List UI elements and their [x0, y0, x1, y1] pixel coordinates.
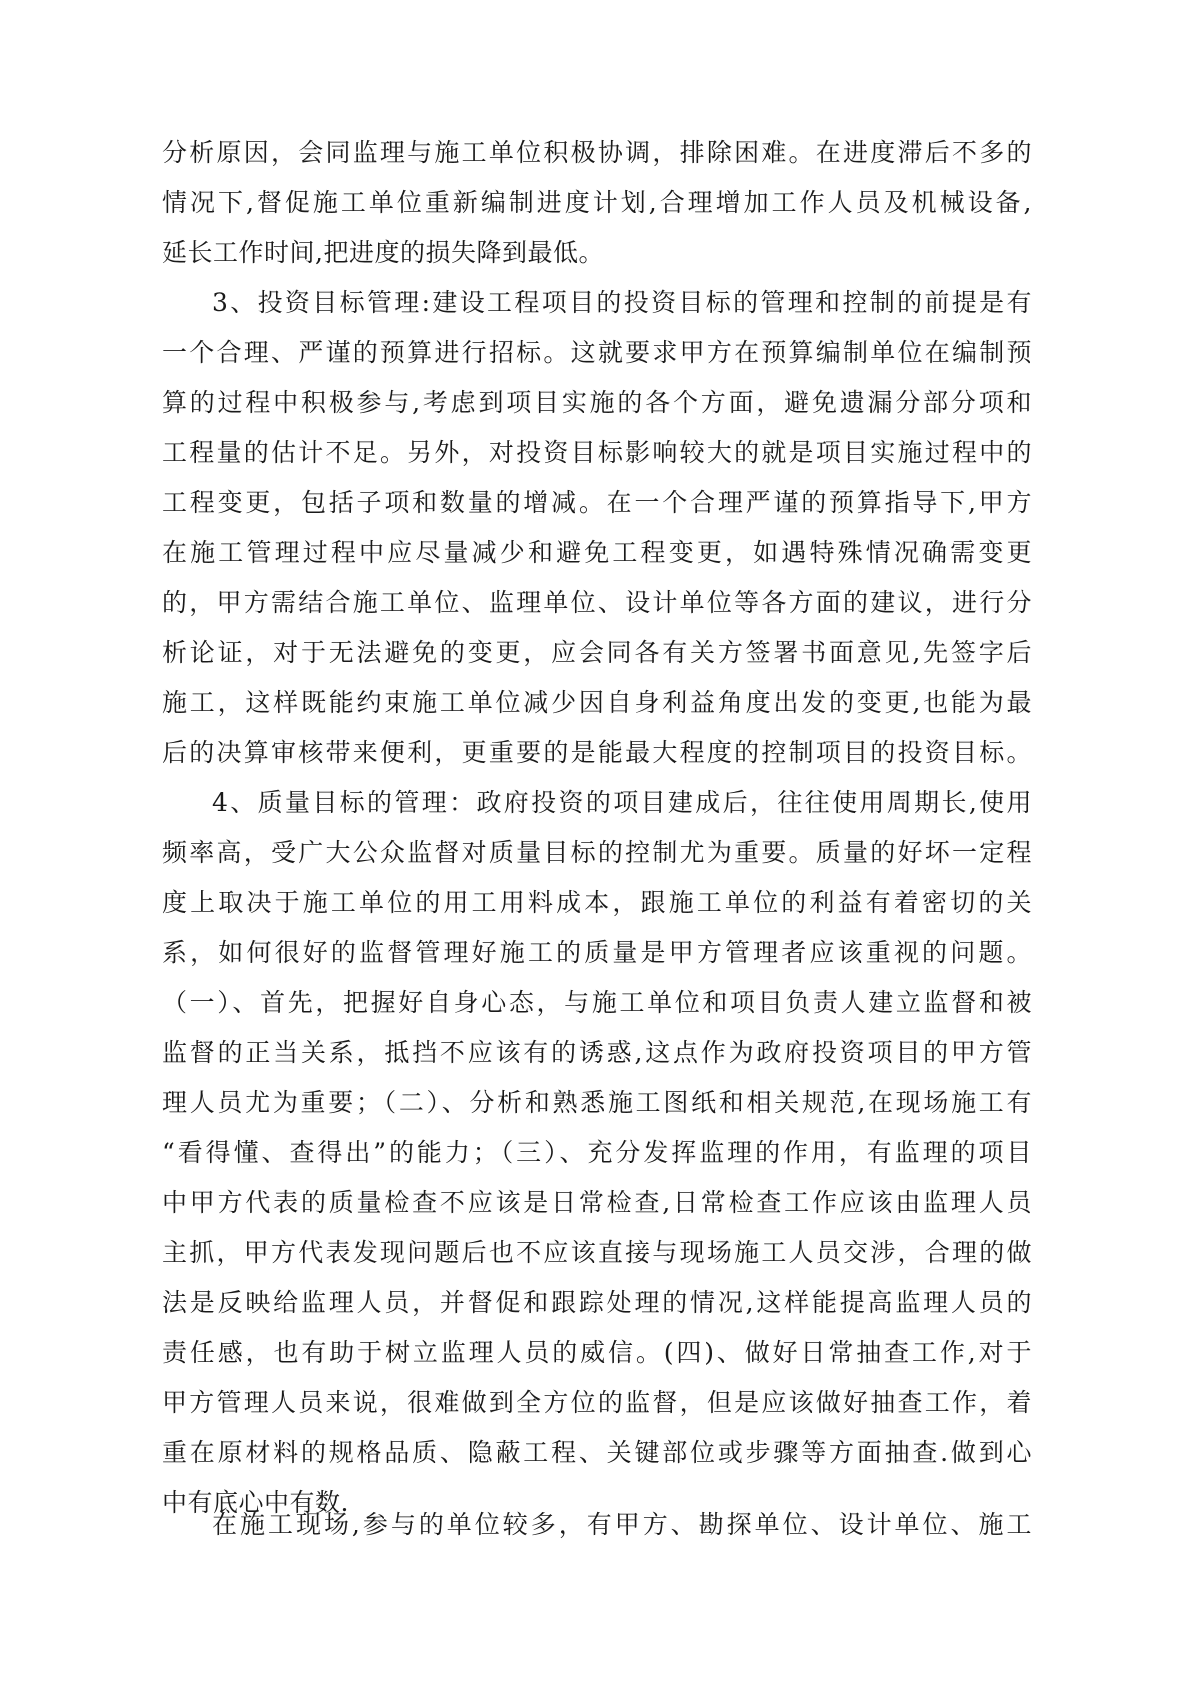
text-line: （一）、首先，把握好自身心态，与施工单位和项目负责人建立监督和被 [162, 988, 1032, 1017]
text-line: 在施工管理过程中应尽量减少和避免工程变更，如遇特殊情况确需变更 [162, 538, 1032, 567]
text-line: 情况下,督促施工单位重新编制进度计划,合理增加工作人员及机械设备, [162, 188, 1032, 217]
paragraph-progress-continuation [162, 128, 1032, 278]
text-line: 频率高，受广大公众监督对质量目标的控制尤为重要。质量的好坏一定程 [162, 838, 1032, 867]
text-line: 3、投资目标管理:建设工程项目的投资目标的管理和控制的前提是有 [212, 288, 1032, 317]
text-line: 在施工现场,参与的单位较多，有甲方、勘探单位、设计单位、施工 [212, 1510, 1032, 1539]
text-line: 工程量的估计不足。另外，对投资目标影响较大的就是项目实施过程中的 [162, 438, 1032, 467]
text-line: 的，甲方需结合施工单位、监理单位、设计单位等各方面的建议，进行分 [162, 588, 1032, 617]
text-line: 算的过程中积极参与,考虑到项目实施的各个方面，避免遗漏分部分项和 [162, 388, 1032, 417]
text-line: 主抓，甲方代表发现问题后也不应该直接与现场施工人员交涉，合理的做 [162, 1238, 1032, 1267]
text-line: 理人员尤为重要；（二）、分析和熟悉施工图纸和相关规范,在现场施工有 [162, 1088, 1032, 1117]
paragraph-investment-management [162, 278, 1032, 778]
text-line: 一个合理、严谨的预算进行招标。这就要求甲方在预算编制单位在编制预 [162, 338, 1032, 367]
text-line: “看得懂、查得出”的能力；（三）、充分发挥监理的作用，有监理的项目 [162, 1138, 1032, 1167]
text-line: 析论证，对于无法避免的变更，应会同各有关方签署书面意见,先签字后 [162, 638, 1032, 667]
text-line: 法是反映给监理人员，并督促和跟踪处理的情况,这样能提高监理人员的 [162, 1288, 1032, 1317]
paragraph-quality-management [162, 778, 1032, 1528]
text-line: 监督的正当关系，抵挡不应该有的诱惑,这点作为政府投资项目的甲方管 [162, 1038, 1032, 1067]
text-line: 系，如何很好的监督管理好施工的质量是甲方管理者应该重视的问题。 [162, 938, 1032, 967]
text-line: 工程变更，包括子项和数量的增减。在一个合理严谨的预算指导下,甲方 [162, 488, 1032, 517]
text-line: 甲方管理人员来说，很难做到全方位的监督，但是应该做好抽查工作，着 [162, 1388, 1032, 1417]
text-line: 分析原因，会同监理与施工单位积极协调，排除困难。在进度滞后不多的 [162, 138, 1032, 167]
text-line: 度上取决于施工单位的用工用料成本，跟施工单位的利益有着密切的关 [162, 888, 1032, 917]
text-line: 中有底心中有数. [162, 1488, 349, 1517]
text-line: 4、质量目标的管理：政府投资的项目建成后，往往使用周期长,使用 [212, 788, 1032, 817]
text-line: 后的决算审核带来便利，更重要的是能最大程度的控制项目的投资目标。 [162, 738, 1032, 767]
text-line: 中甲方代表的质量检查不应该是日常检查,日常检查工作应该由监理人员 [162, 1188, 1032, 1217]
text-line: 重在原材料的规格品质、隐蔽工程、关键部位或步骤等方面抽查.做到心 [162, 1438, 1032, 1467]
paragraph-site-coordination [162, 1500, 1032, 1550]
text-line: 延长工作时间,把进度的损失降到最低。 [162, 238, 604, 267]
text-line: 责任感，也有助于树立监理人员的威信。(四)、做好日常抽查工作,对于 [162, 1338, 1032, 1367]
text-line: 施工，这样既能约束施工单位减少因自身利益角度出发的变更,也能为最 [162, 688, 1032, 717]
